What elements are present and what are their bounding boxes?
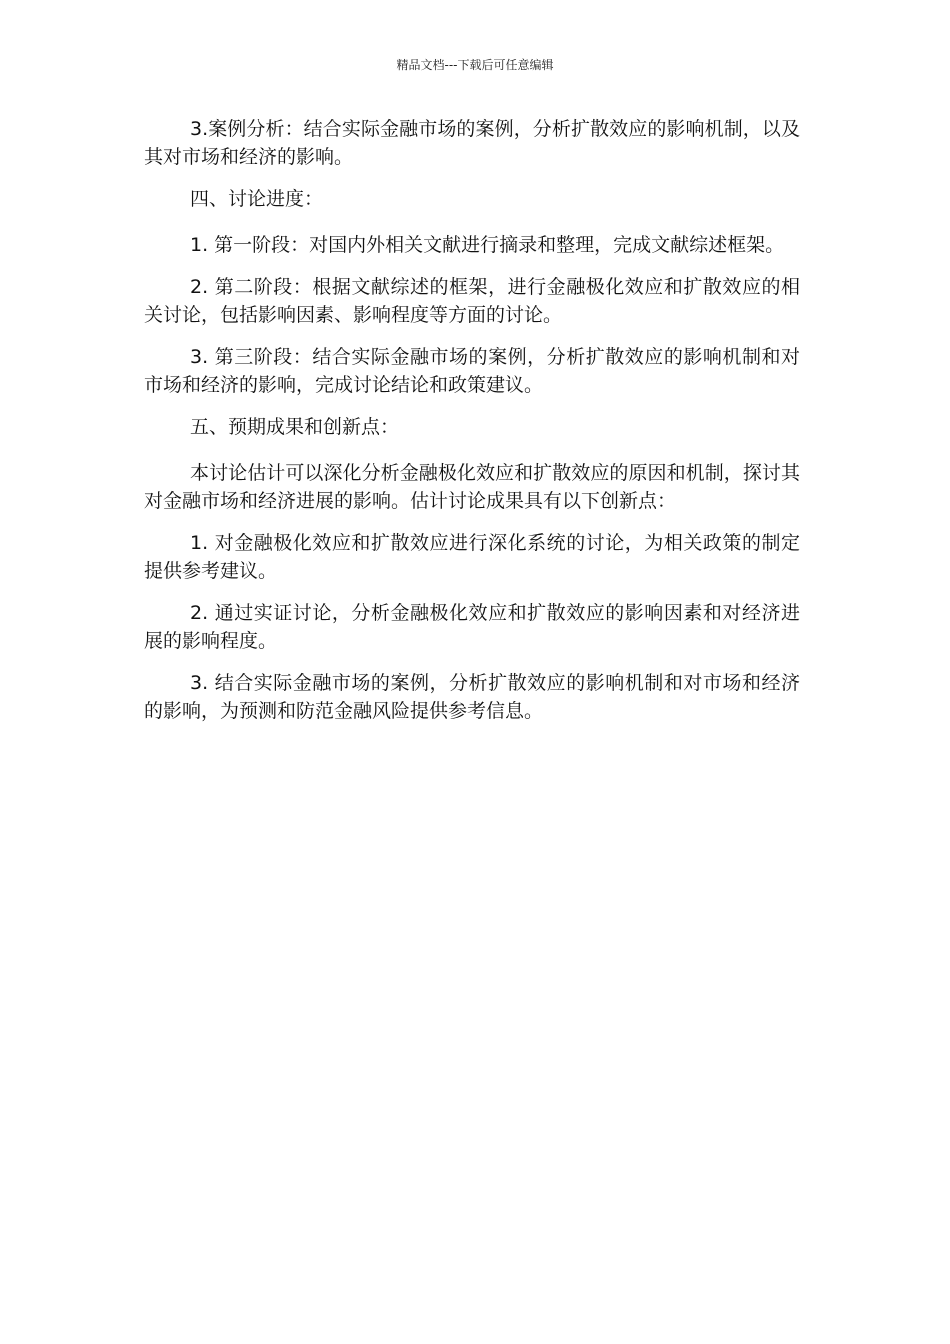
paragraph-innovation-one: 1. 对金融极化效应和扩散效应进行深化系统的讨论，为相关政策的制定提供参考建议。	[144, 532, 800, 582]
paragraph-case-analysis: 3.案例分析：结合实际金融市场的案例，分析扩散效应的影响机制，以及其对市场和经济的影响。	[144, 118, 800, 168]
paragraph-innovation-two: 2. 通过实证讨论，分析金融极化效应和扩散效应的影响因素和对经济进展的影响程度。	[144, 602, 800, 652]
section-heading-expected-results: 五、预期成果和创新点：	[190, 416, 400, 438]
paragraph-innovation-three: 3. 结合实际金融市场的案例，分析扩散效应的影响机制和对市场和经济的影响，为预测和防范金融风险提供参考信息。	[144, 672, 800, 722]
paragraph-results-intro: 本讨论估计可以深化分析金融极化效应和扩散效应的原因和机制，探讨其对金融市场和经济进展的影响。估计讨论成果具有以下创新点：	[144, 462, 800, 512]
section-heading-progress: 四、讨论进度：	[190, 188, 324, 210]
document-body	[144, 115, 800, 739]
paragraph-stage-two: 2. 第二阶段：根据文献综述的框架，进行金融极化效应和扩散效应的相关讨论，包括影响因素、影响程度等方面的讨论。	[144, 276, 800, 326]
paragraph-stage-one: 1. 第一阶段：对国内外相关文献进行摘录和整理，完成文献综述框架。	[190, 234, 785, 256]
paragraph-stage-three: 3. 第三阶段：结合实际金融市场的案例，分析扩散效应的影响机制和对市场和经济的影响，完成讨论结论和政策建议。	[144, 346, 800, 396]
page-header: 精品文档---下载后可任意编辑	[396, 58, 554, 72]
